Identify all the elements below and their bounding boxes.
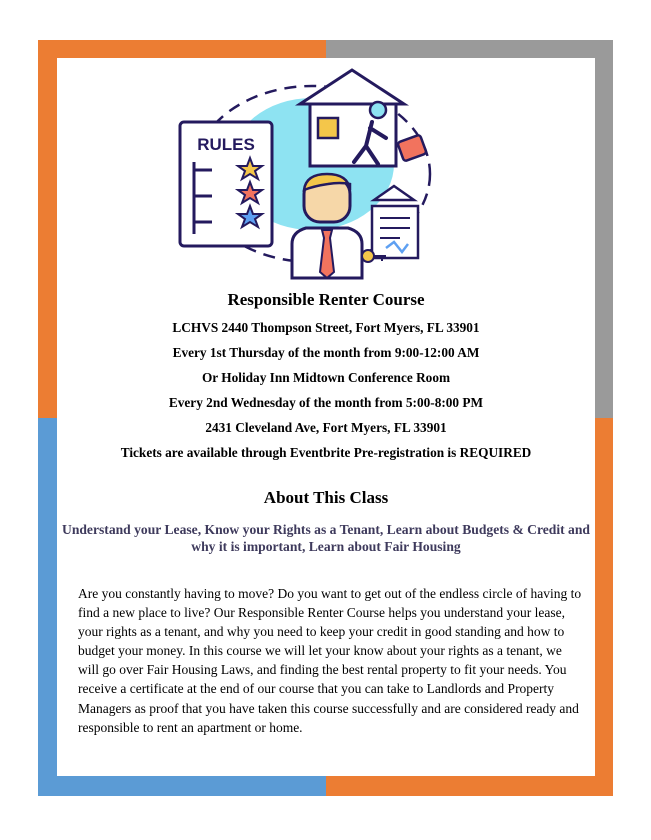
- rules-label: RULES: [197, 135, 255, 154]
- info-line-address-1: LCHVS 2440 Thompson Street, Fort Myers, FL 33901: [172, 320, 480, 335]
- info-line-address-2: 2431 Cleveland Ave, Fort Myers, FL 33901: [205, 420, 447, 435]
- info-line-alt-location: Or Holiday Inn Midtown Conference Room: [201, 370, 451, 385]
- info-line-tickets: Tickets are available through Eventbrite Pre-registration is REQUIRED: [120, 445, 532, 460]
- about-subtitle: Understand your Lease, Know your Rights as a Tenant, Learn about Budgets & Credit and why it is important, Learn about Fair Housing: [62, 522, 590, 554]
- about-heading: About This Class: [263, 488, 389, 507]
- renter-illustration: [172, 66, 442, 282]
- about-body-text: Are you constantly having to move? Do you want to get out of the endless circle of having to find a new place to live? Our Responsible Renter Course helps you understand your lease, your rights as a tenant, and why you need to keep your credit in good standing and how to budget your money. In this course we will let your know about your rights as a tenant, we will go over Fair Housing Laws, and finding the best rental property to fit your needs. You receive a certificate at the end of our course that you can take to Landlords and Property Managers as proof that you have taken this course successfully and are considered ready and responsible to rent an apartment or home.: [78, 586, 582, 735]
- course-title: Responsible Renter Course: [227, 290, 425, 309]
- info-line-schedule-2: Every 2nd Wednesday of the month from 5:00-8:00 PM: [168, 395, 484, 410]
- rules-sheet-icon: [180, 122, 272, 246]
- house-icon: [300, 70, 404, 166]
- info-line-schedule-1: Every 1st Thursday of the month from 9:00-12:00 AM: [172, 345, 480, 360]
